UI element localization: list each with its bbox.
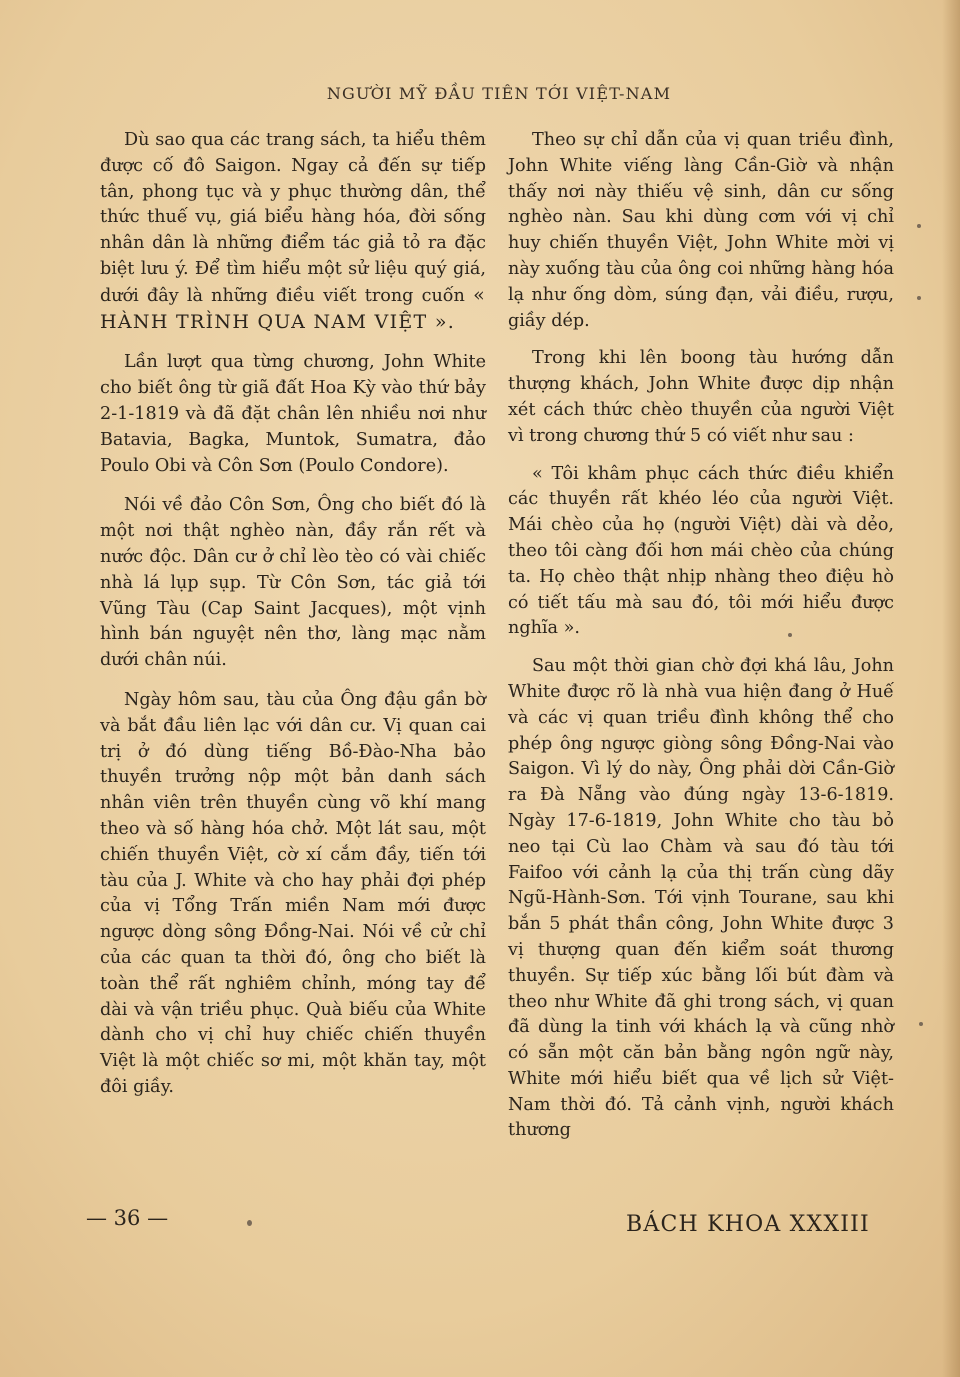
left-column (100, 128, 486, 1115)
right-column (508, 128, 894, 1158)
paragraph-intro-text: Dù sao qua các trang sách, ta hiểu thêm được cố đô Saigon. Ngay cả đến sự tiếp tân, phong tục và y phục thường dân, thể thức thuế vụ, giá biểu hàng hóa, đời sống nhân dân là những điểm tác giả tỏ ra đặc biệt lưu ý. Để tìm hiểu một sử liệu quý giá, dưới đây là những điều viết trong cuốn (100, 130, 486, 306)
book-title: « HÀNH TRÌNH QUA NAM VIỆT ». (100, 283, 486, 333)
paper-speck (247, 1220, 252, 1226)
magazine-name: BÁCH KHOA XXXIII (626, 1212, 870, 1237)
running-header: NGƯỜI MỸ ĐẦU TIÊN TỚI VIỆT-NAM (326, 84, 672, 103)
page-number: — 36 — (86, 1206, 169, 1230)
paper-speck (917, 296, 921, 300)
paper-speck (917, 224, 921, 228)
paragraph-journey: Lần lượt qua từng chương, John White cho biết ông từ giã đất Hoa Kỳ vào thứ bảy 2-1-1819 và đã đặt chân lên nhiều nơi như Batavia, Bagka, Muntok, Sumatra, đảo Poulo Obi và Côn Sơn (Poulo Condore). (100, 352, 486, 476)
paragraph-boat-deck: Trong khi lên boong tàu hướng dẫn thượng khách, John White được dịp nhận xét cách thức chèo thuyền của người Việt vì trong chương thứ 5 có viết như sau : (508, 348, 894, 446)
paragraph-intro (100, 128, 486, 336)
paragraph-con-son: Nói về đảo Côn Sơn, Ông cho biết đó là một nơi thật nghèo nàn, đầy rắn rết và nước độc. Dân cư ở chỉ lèo tèo có vài chiếc nhà lá lụp sụp. Từ Côn Sơn, tác giả tới Vũng Tàu (Cap Saint Jacques), một vịnh hình bán nguyệt nên thơ, làng mạc nằm dưới chân núi. (100, 495, 486, 671)
paper-speck (919, 1022, 923, 1026)
page-edge-shadow (942, 0, 960, 1377)
paragraph-can-gio: Theo sự chỉ dẫn của vị quan triều đình, John White viếng làng Cần-Giờ và nhận thấy nơi này thiếu vệ sinh, dân cư sống nghèo nàn. Sau khi dùng cơm với vị chỉ huy chiến thuyền Việt, John White mời vị này xuống tàu của ông coi những hàng hóa lạ như ống dòm, súng đạn, vải điều, rượu, giầy dép. (508, 130, 894, 331)
paragraph-quote: « Tôi khâm phục cách thức điều khiển các thuyền rất khéo léo của người Việt. Mái chèo của họ (người Việt) dài và dẻo, theo tôi càng đối hơn mái chèo của chúng ta. Họ chèo thật nhịp nhàng theo điệu hò có tiết tấu mà sau đó, tôi mới hiểu được nghĩa ». (508, 463, 894, 639)
paragraph-next-day: Ngày hôm sau, tàu của Ông đậu gần bờ và bắt đầu liên lạc với dân cư. Vị quan cai trị ở đó dùng tiếng Bồ-Đào-Nha bảo thuyền trưởng nộp một bản danh sách nhân viên trên thuyền cùng võ khí mang theo và số hàng hóa chở. Một lát sau, một chiến thuyền Việt, cờ xí cắm đầy, tiến tới tàu của J. White và cho hay phải đợi phép của vị Tổng Trấn miền Nam mới được ngược dòng sông Đồng-Nai. Nói về cử chỉ của các quan ta thời đó, ông cho biết là toàn thể rất nghiêm chỉnh, móng tay để dài và vận triều phục. Quà biếu của White dành cho vị chỉ huy chiếc chiến thuyền Việt là một chiếc sơ mi, một khăn tay, một đôi giầy. (100, 689, 486, 1097)
paragraph-tourane: Sau một thời gian chờ đợi khá lâu, John White được rõ là nhà vua hiện đang ở Huế và các vị quan triều đình không thể cho phép ông ngược giòng sông Đồng-Nai vào Saigon. Vì lý do này, Ông phải dời Cần-Giờ ra Đà Nẵng vào đúng ngày 13-6-1819. Ngày 17-6-1819, John White cho tàu bỏ neo tại Cù lao Chàm và sau đó tàu tới Faifoo với cảnh lạ của thị trấn cùng dãy Ngũ-Hành-Sơn. Tới vịnh Tourane, sau khi bắn 5 phát thần công, John White được 3 vị thượng quan đến kiểm soát thương thuyền. Sự tiếp xúc bằng lối bút đàm và theo như White đã ghi trong sách, vị quan đã dùng la tinh với khách lạ và cũng nhờ có sẵn một căn bản bằng ngôn ngữ này, White mới hiểu biết qua về lịch sử Việt-Nam thời đó. Tả cảnh vịnh, người khách thương (508, 656, 894, 1141)
paper-speck (788, 633, 792, 637)
